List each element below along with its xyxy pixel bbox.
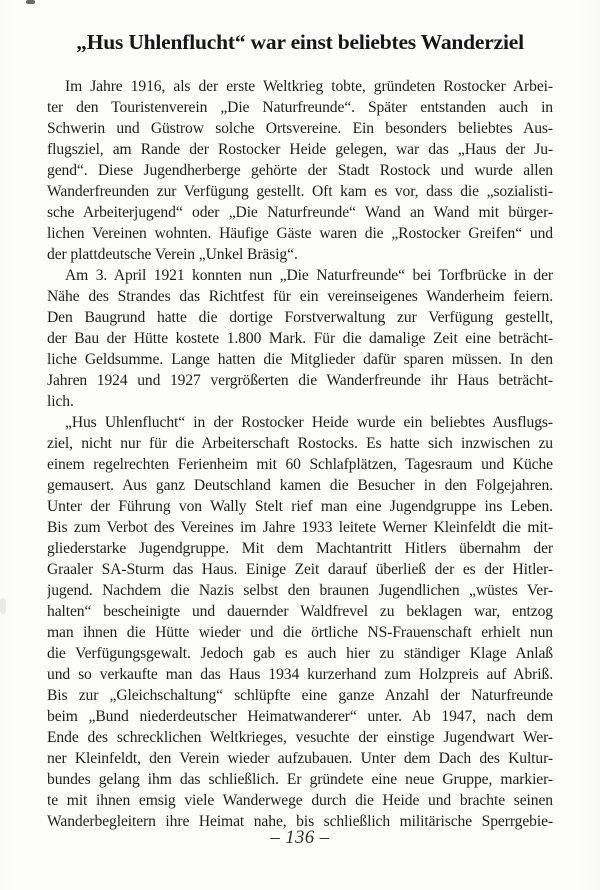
- text-line: liche Geldsumme. Lange hatten die Mitglieder dafür sparen müssen. In den: [47, 351, 553, 368]
- text-line: lich.: [47, 393, 74, 410]
- text-line: Wanderbegleitern ihre Heimat nahe, bis schließlich militärische Sperrgebie-: [47, 813, 553, 830]
- text-line: Nähe des Strandes das Richtfest für ein vereinseigenes Wanderheim feiern.: [47, 288, 553, 305]
- text-line: Bis zur „Gleichschaltung“ schlüpfte eine ganze Anzahl der Naturfreunde: [47, 687, 553, 704]
- text-line: lichen Vereinen wohnten. Häufige Gäste waren die „Rostocker Greifen“ und: [47, 225, 553, 242]
- text-line: gemausert. Aus ganz Deutschland kamen die Besucher in den Folgejahren.: [47, 477, 553, 494]
- text-line: der Bau der Hütte kostete 1.800 Mark. Für die damalige Zeit eine beträcht-: [47, 330, 553, 347]
- text-line: Jahren 1924 und 1927 vergrößerten die Wanderfreunde ihr Haus beträcht-: [47, 372, 553, 389]
- text-line: Wanderfreunden zur Verfügung gestellt. Oft kam es vor, dass die „sozialisti-: [47, 183, 553, 200]
- text-line: Bis zum Verbot des Vereines im Jahre 1933 leitete Werner Kleinfeldt die mit-: [47, 519, 553, 536]
- scan-artifact: [0, 598, 6, 614]
- text-line: und so verkaufte man das Haus 1934 kurzerhand zum Holzpreis auf Abriß.: [47, 666, 553, 683]
- article-body: [47, 76, 553, 832]
- text-line: Am 3. April 1921 konnten nun „Die Naturfreunde“ bei Torfbrücke in der: [65, 267, 553, 284]
- scan-artifact: [26, 0, 35, 4]
- text-line: beim „Bund niederdeutscher Heimatwanderer“ unter. Ab 1947, nach dem: [47, 708, 553, 725]
- text-line: Ende des schrecklichen Weltkrieges, vesuchte der einstige Jugendwart Wer-: [47, 729, 553, 746]
- text-line: halten“ bescheinigte und dauernder Waldfrevel zu beklagen war, entzog: [47, 603, 553, 620]
- text-line: jugend. Nachdem die Nazis selbst den braunen Jugendlichen „wüstes Ver-: [47, 582, 553, 599]
- text-line: der plattdeutsche Verein „Unkel Bräsig“.: [47, 246, 298, 263]
- text-line: ziel, nicht nur für die Arbeiterschaft Rostocks. Es hatte sich inzwischen zu: [47, 435, 553, 452]
- text-line: Unter der Führung von Wally Stelt rief man eine Jugendgruppe ins Leben.: [47, 498, 553, 515]
- text-line: te mit ihnen emsig viele Wanderwege durch die Heide und brachte seinen: [47, 792, 553, 809]
- text-line: sche Arbeiterjugend“ oder „Die Naturfreunde“ Wand an Wand mit bürger-: [47, 204, 553, 221]
- text-line: einem regelrechten Ferienheim mit 60 Schlafplätzen, Tagesraum und Küche: [47, 456, 553, 473]
- text-line: die Verfügungsgewalt. Jedoch gab es auch hier zu ständiger Klage Anlaß: [47, 645, 553, 662]
- text-line: gend“. Diese Jugendherberge gehörte der Stadt Rostock und wurde allen: [47, 162, 553, 179]
- text-line: gliederstarke Jugendgruppe. Mit dem Machtantritt Hitlers übernahm der: [47, 540, 553, 557]
- article-title: „Hus Uhlenflucht“ war einst beliebtes Wanderziel: [76, 30, 524, 54]
- text-line: man ihnen die Hütte wieder und die örtliche NS-Frauenschaft erhielt nun: [47, 624, 553, 641]
- text-line: ter den Touristenverein „Die Naturfreunde“. Später entstanden auch in: [47, 99, 553, 116]
- text-line: Graaler SA-Sturm das Haus. Einige Zeit darauf überließ der es der Hitler-: [47, 561, 553, 578]
- text-line: Den Baugrund hatte die dortige Forstverwaltung zur Verfügung gestellt,: [47, 309, 553, 326]
- text-line: Schwerin und Güstrow solche Ortsvereine. Ein besonders beliebtes Aus-: [47, 120, 553, 137]
- text-line: „Hus Uhlenflucht“ in der Rostocker Heide wurde ein beliebtes Ausflugs-: [65, 414, 553, 431]
- text-line: bundes gelang ihm das schließlich. Er gründete eine neue Gruppe, markier-: [47, 771, 553, 788]
- text-line: Im Jahre 1916, als der erste Weltkrieg tobte, gründeten Rostocker Arbei-: [65, 78, 553, 95]
- text-line: flugsziel, am Rande der Rostocker Heide gelegen, war das „Haus der Ju-: [47, 141, 553, 158]
- page-number: – 136 –: [270, 828, 330, 848]
- text-line: ner Kleinfeldt, den Verein wieder aufzubauen. Unter dem Dach des Kultur-: [47, 750, 553, 767]
